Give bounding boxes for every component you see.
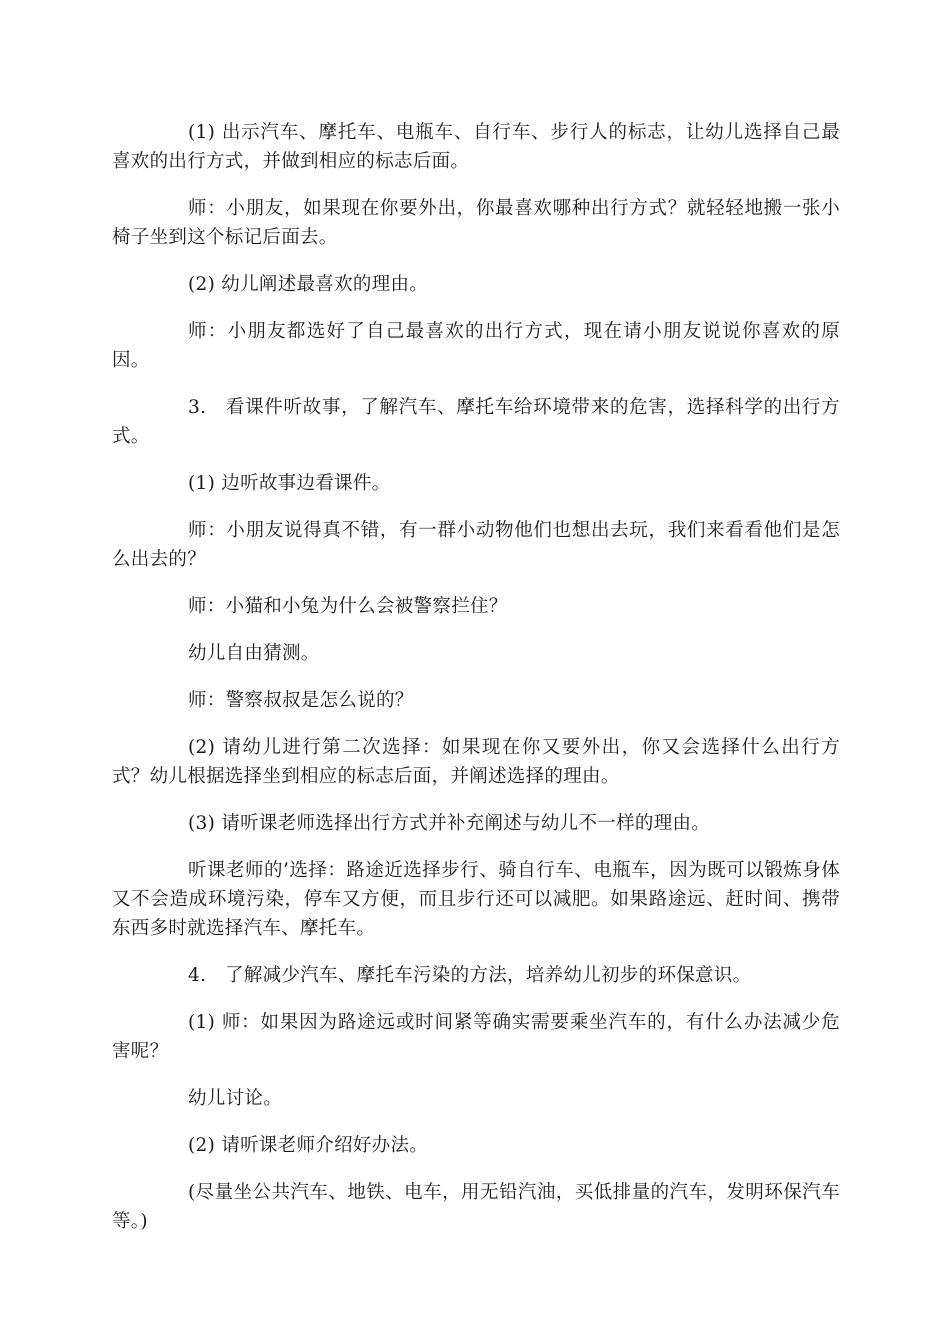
section-heading: 4. 了解减少汽车、摩托车污染的方法，培养幼儿初步的环保意识。 [188,965,752,986]
paragraph: (1) 师：如果因为路途远或时间紧等确实需要乘坐汽车的，有什么办法减少危害呢？ [112,1012,840,1062]
paragraph: 师：警察叔叔是怎么说的？ [188,690,414,711]
paragraph: 听课老师的’选择：路途近选择步行、骑自行车、电瓶车，因为既可以锻炼身体又不会造成环境污染，停车又方便，而且步行还可以减肥。如果路途远、赶时间、携带东西多时就选择汽车、摩托车。 [112,860,840,939]
paragraph: (1) 出示汽车、摩托车、电瓶车、自行车、步行人的标志，让幼儿选择自己最喜欢的出行方式，并做到相应的标志后面。 [112,122,840,172]
paragraph: (1) 边听故事边看课件。 [188,473,391,494]
paragraph: 幼儿讨论。 [188,1088,283,1109]
paragraph: (2) 请听课老师介绍好办法。 [188,1135,429,1156]
paragraph: 师：小朋友说得真不错，有一群小动物他们也想出去玩，我们来看看他们是怎么出去的？ [112,520,840,570]
section-heading: 3. 看课件听故事，了解汽车、摩托车给环境带来的危害，选择科学的出行方式。 [112,397,840,447]
paragraph: 师：小猫和小兔为什么会被警察拦住？ [188,596,508,617]
paragraph: (尽量坐公共汽车、地铁、电车，用无铅汽油，买低排量的汽车，发明环保汽车等。) [112,1182,840,1232]
paragraph: (2) 幼儿阐述最喜欢的理由。 [188,274,429,295]
paragraph: 幼儿自由猜测。 [188,643,320,664]
paragraph: 师：小朋友都选好了自己最喜欢的出行方式，现在请小朋友说说你喜欢的原因。 [112,321,840,371]
document-body [112,118,840,1254]
paragraph: 师：小朋友，如果现在你要外出，你最喜欢哪种出行方式？就轻轻地搬一张小椅子坐到这个标记后面去。 [112,198,840,248]
paragraph: (2) 请幼儿进行第二次选择：如果现在你又要外出，你又会选择什么出行方式？幼儿根据选择坐到相应的标志后面，并阐述选择的理由。 [112,737,840,787]
paragraph: (3) 请听课老师选择出行方式并补充阐述与幼儿不一样的理由。 [188,813,711,834]
